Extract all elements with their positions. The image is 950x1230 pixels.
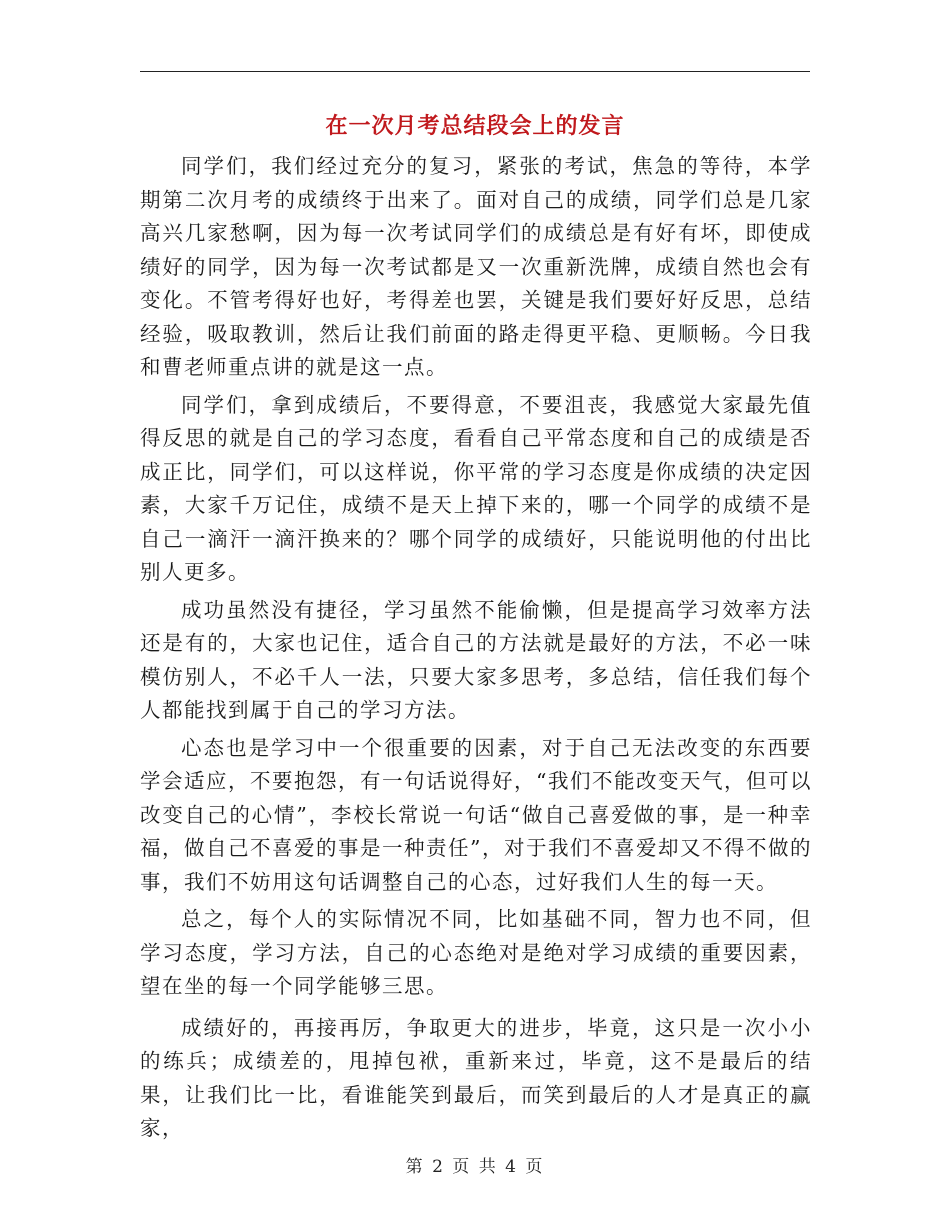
paragraph-5: 总之，每个人的实际情况不同，比如基础不同，智力也不同，但学习态度，学习方法，自己的心态绝对是绝对学习成绩的重要因素，望在坐的每一个同学能够三思。 bbox=[140, 907, 812, 998]
paragraph-6: 成绩好的，再接再厉，争取更大的进步，毕竟，这只是一次小小的练兵；成绩差的，甩掉包袱，重新来过，毕竟，这不是最后的结果，让我们比一比，看谁能笑到最后，而笑到最后的人才是真正的赢家， bbox=[140, 1015, 812, 1140]
paragraph-4: 心态也是学习中一个很重要的因素，对于自己无法改变的东西要学会适应，不要抱怨，有一句话说得好，“我们不能改变天气，但可以改变自己的心情”，李校长常说一句话“做自己喜爱做的事，是一种幸福，做自己不喜爱的事是一种责任”，对于我们不喜爱却又不得不做的事，我们不妨用这句话调整自己的心态，过好我们人生的每一天。 bbox=[140, 735, 812, 894]
document-body bbox=[140, 150, 812, 1146]
document-title: 在一次月考总结段会上的发言 bbox=[325, 113, 625, 139]
page-footer bbox=[0, 1152, 950, 1177]
paragraph-3: 成功虽然没有捷径，学习虽然不能偷懒，但是提高学习效率方法还是有的，大家也记住，适合自己的方法就是最好的方法，不必一味模仿别人，不必千人一法，只要大家多思考，多总结，信任我们每个人都能找到属于自己的学习方法。 bbox=[140, 597, 812, 722]
paragraph-2: 同学们，拿到成绩后，不要得意，不要沮丧，我感觉大家最先值得反思的就是自己的学习态度，看看自己平常态度和自己的成绩是否成正比，同学们，可以这样说，你平常的学习态度是你成绩的决定因素，大家千万记住，成绩不是天上掉下来的，哪一个同学的成绩不是自己一滴汗一滴汗换来的？哪个同学的成绩好，只能说明他的付出比别人更多。 bbox=[140, 392, 812, 584]
page-number: 第 2 页 共 4 页 bbox=[405, 1157, 545, 1177]
paragraph-1: 同学们，我们经过充分的复习，紧张的考试，焦急的等待，本学期第二次月考的成绩终于出来了。面对自己的成绩，同学们总是几家高兴几家愁啊，因为每一次考试同学们的成绩总是有好有坏，即使成绩好的同学，因为每一次考试都是又一次重新洗牌，成绩自然也会有变化。不管考得好也好，考得差也罢，关键是我们要好好反思，总结经验，吸取教训，然后让我们前面的路走得更平稳、更顺畅。今日我和曹老师重点讲的就是这一点。 bbox=[140, 154, 812, 379]
header-rule bbox=[140, 71, 810, 72]
